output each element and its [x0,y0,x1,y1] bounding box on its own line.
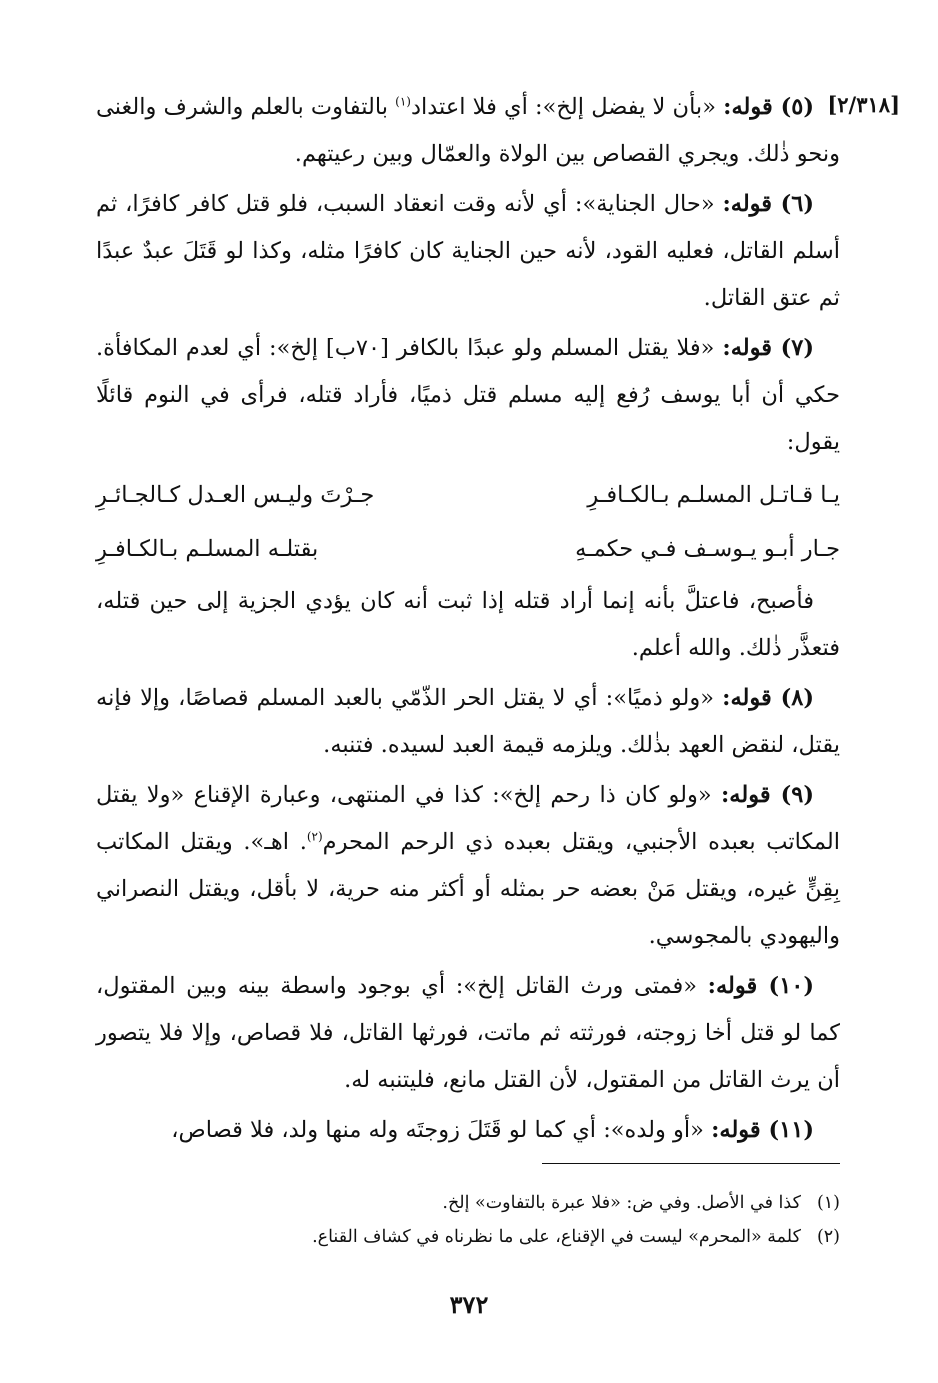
footnote-number: (٢) [816,1227,840,1247]
margin-page-reference: [٢/٣١٨] [827,92,900,117]
verse-second-hemistich: بقتلـه المسلـم بـالكـافـرِ [96,536,319,562]
note-lead: (٧) قوله: [722,335,814,361]
note-text: «ولو كان ذا رحم إلخ»: كذا في المنتهى، وعبارة الإقناع «ولا يقتل المكاتب بعبده الأجنبي، ويقتل بعبده ذي الرحم المحرم [96,782,840,855]
note-lead: (٦) قوله: [722,191,814,217]
verse-first-hemistich: يـا قـاتـل المسلـم بـالكـافـرِ [587,482,840,508]
footnote-ref: (١) [395,94,411,109]
note-lead: (١٠) قوله: [707,973,815,999]
paragraph-note-5 [96,84,840,178]
footnote-1 [96,1186,840,1220]
footnotes [96,1186,840,1254]
poem-verse-1 [96,470,840,520]
footnote-text: كلمة «المحرم» ليست في الإقناع، على ما نظرناه في كشاف القناع. [312,1227,801,1247]
footnote-text: كذا في الأصل. وفي ض: «فلا عبرة بالتفاوت» إلخ. [442,1193,801,1213]
note-text-after: بالتفاوت بالعلم والشرف والغنى ونحو ذٰلك. ويجري القصاص بين الولاة والعمّال وبين رعيتهم. [96,94,840,167]
paragraph-note-7 [96,325,840,466]
note-text: «بأن لا يفضل إلخ»: أي فلا اعتداد [410,94,716,120]
footnote-number: (١) [816,1193,840,1213]
footnote-ref: (٢) [306,829,323,844]
note-text: فأصبح، فاعتلَّ بأنه إنما أراد قتله إذا ثبت أنه كان يؤدي الجزية إلى حين قتله، فتعذَّر ذٰلك. والله أعلم. [96,588,840,661]
note-lead: (٨) قوله: [722,685,814,711]
footnote-divider [542,1163,840,1164]
page-number: ٣٧٢ [449,1290,489,1319]
verse-first-hemistich: جـار أبـو يـوسـف فـي حكمـهِ [575,536,840,562]
paragraph-note-11 [96,1107,840,1154]
main-text [96,84,840,1157]
verse-second-hemistich: جـرْتَ وليـس العـدل كـالجـائـرِ [96,482,375,508]
paragraph-note-8 [96,675,840,769]
poem-verse-2 [96,524,840,574]
footnote-2 [96,1220,840,1254]
note-lead: (٥) قوله: [723,94,814,120]
note-text: «فمتى ورث القاتل إلخ»: أي بوجود واسطة بينه وبين المقتول، كما لو قتل أخا زوجته، فورثته ثم ماتت، فورثها القاتل، فلا قصاص، وإلا فلا يتصور أن يرث القاتل من المقتول، لأن القتل مانع، فليتنبه له. [96,973,840,1093]
note-text: «حال الجناية»: أي لأنه وقت انعقاد السبب، فلو قتل كافر كافرًا، ثم أسلم القاتل، فعليه القود، لأنه حين الجناية كان كافرًا مثله، وكذا لو قَتَلَ عبدٌ عبدًا ثم عتق القاتل. [96,191,840,311]
paragraph-note-10 [96,963,840,1104]
note-lead: (٩) قوله: [720,782,814,808]
note-text: «ولو ذميًا»: أي لا يقتل الحر الذّمّي بالعبد المسلم قصاصًا، وإلا فإنه يقتل، لنقض العهد بذٰلك. ويلزمه قيمة العبد لسيده. فتنبه. [96,685,840,758]
note-lead: (١١) قوله: [711,1117,814,1143]
note-text: «فلا يقتل المسلم ولو عبدًا بالكافر [٧٠ب] إلخ»: أي لعدم المكافأة. حكي أن أبا يوسف رُفع إليه مسلم قتل ذميًا، فأراد قتله، فرأى في النوم قائلًا يقول: [96,335,840,455]
note-text: «أو ولده»: أي كما لو قَتَلَ زوجتَه وله منها ولد، فلا قصاص، [171,1117,704,1143]
paragraph-continuation [96,578,840,672]
note-text-after: . اهـ». ويقتل المكاتب بِقِنٍّ غيره، ويقتل مَنْ بعضه حر بمثله أو أكثر منه حرية، لا بأقل، ويقتل النصراني واليهودي بالمجوسي. [96,829,840,949]
paragraph-note-9 [96,772,840,960]
paragraph-note-6 [96,181,840,322]
